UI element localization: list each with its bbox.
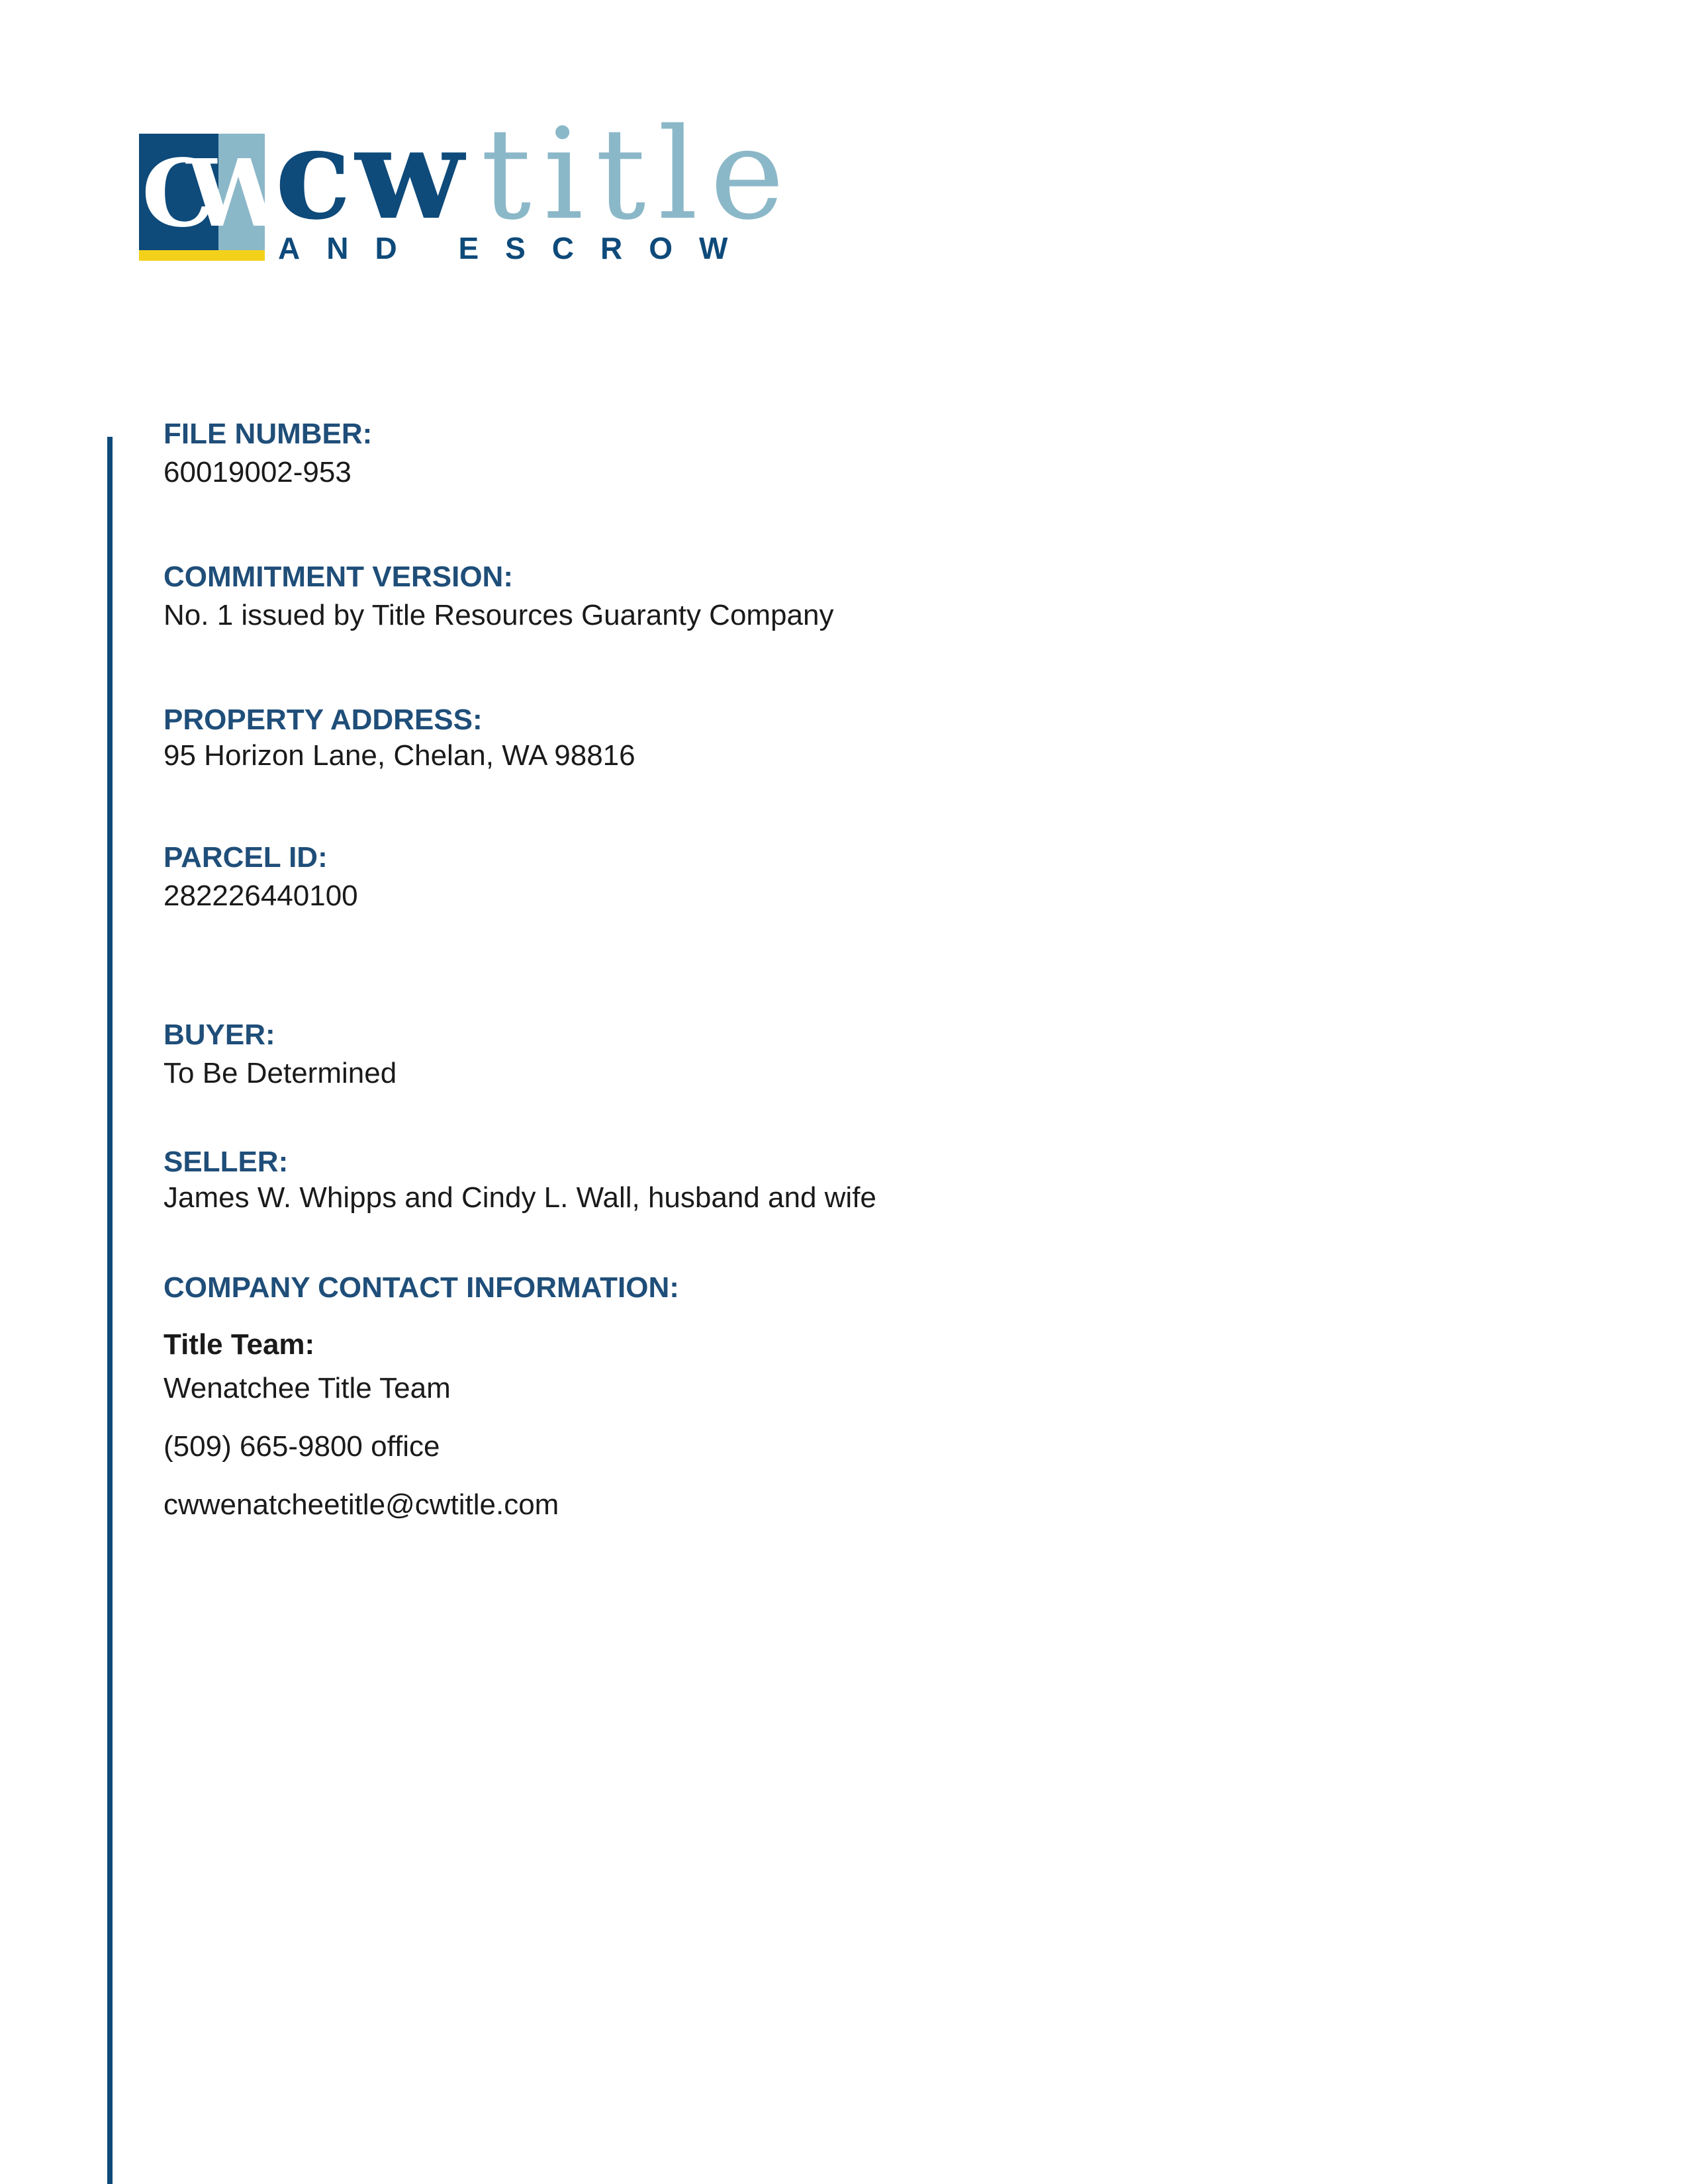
commitment-version-label: COMMITMENT VERSION: (164, 561, 513, 593)
seller-value: James W. Whipps and Cindy L. Wall, husband and wife (164, 1181, 876, 1214)
file-number-label: FILE NUMBER: (164, 418, 373, 450)
buyer-section (164, 1017, 397, 1093)
property-address-section (164, 702, 635, 773)
contact-phone: (509) 665-9800 office (164, 1430, 440, 1463)
file-number-section (164, 416, 372, 492)
left-margin-rule (107, 437, 113, 2184)
contact-label: COMPANY CONTACT INFORMATION: (164, 1271, 679, 1304)
logo-mark (139, 134, 265, 261)
seller-section (164, 1144, 876, 1215)
property-address-label: PROPERTY ADDRESS: (164, 704, 483, 736)
file-number-value: 60019002-953 (164, 456, 352, 488)
logo-monogram: CW (142, 140, 261, 248)
logo-word-title: title (481, 101, 796, 248)
title-team-label-text: Title Team: (164, 1328, 315, 1361)
seller-label: SELLER: (164, 1146, 289, 1178)
commitment-version-value: No. 1 issued by Title Resources Guaranty Company (164, 599, 834, 631)
logo-mark-yellow-bar (139, 250, 265, 261)
contact-section-heading (164, 1269, 679, 1306)
title-team-name: Wenatchee Title Team (164, 1372, 451, 1404)
commitment-version-section (164, 559, 833, 635)
parcel-id-label: PARCEL ID: (164, 841, 328, 874)
company-logo (139, 100, 796, 265)
logo-word-cw: cw (275, 100, 468, 248)
buyer-value: To Be Determined (164, 1057, 397, 1089)
parcel-id-value: 282226440100 (164, 880, 358, 912)
logo-subtitle: AND ESCROW (278, 231, 755, 265)
property-address-value: 95 Horizon Lane, Chelan, WA 98816 (164, 739, 635, 772)
buyer-label: BUYER: (164, 1019, 275, 1051)
parcel-id-section (164, 839, 358, 916)
title-team-label (164, 1326, 314, 1363)
contact-email: cwwenatcheetitle@cwtitle.com (164, 1488, 559, 1521)
